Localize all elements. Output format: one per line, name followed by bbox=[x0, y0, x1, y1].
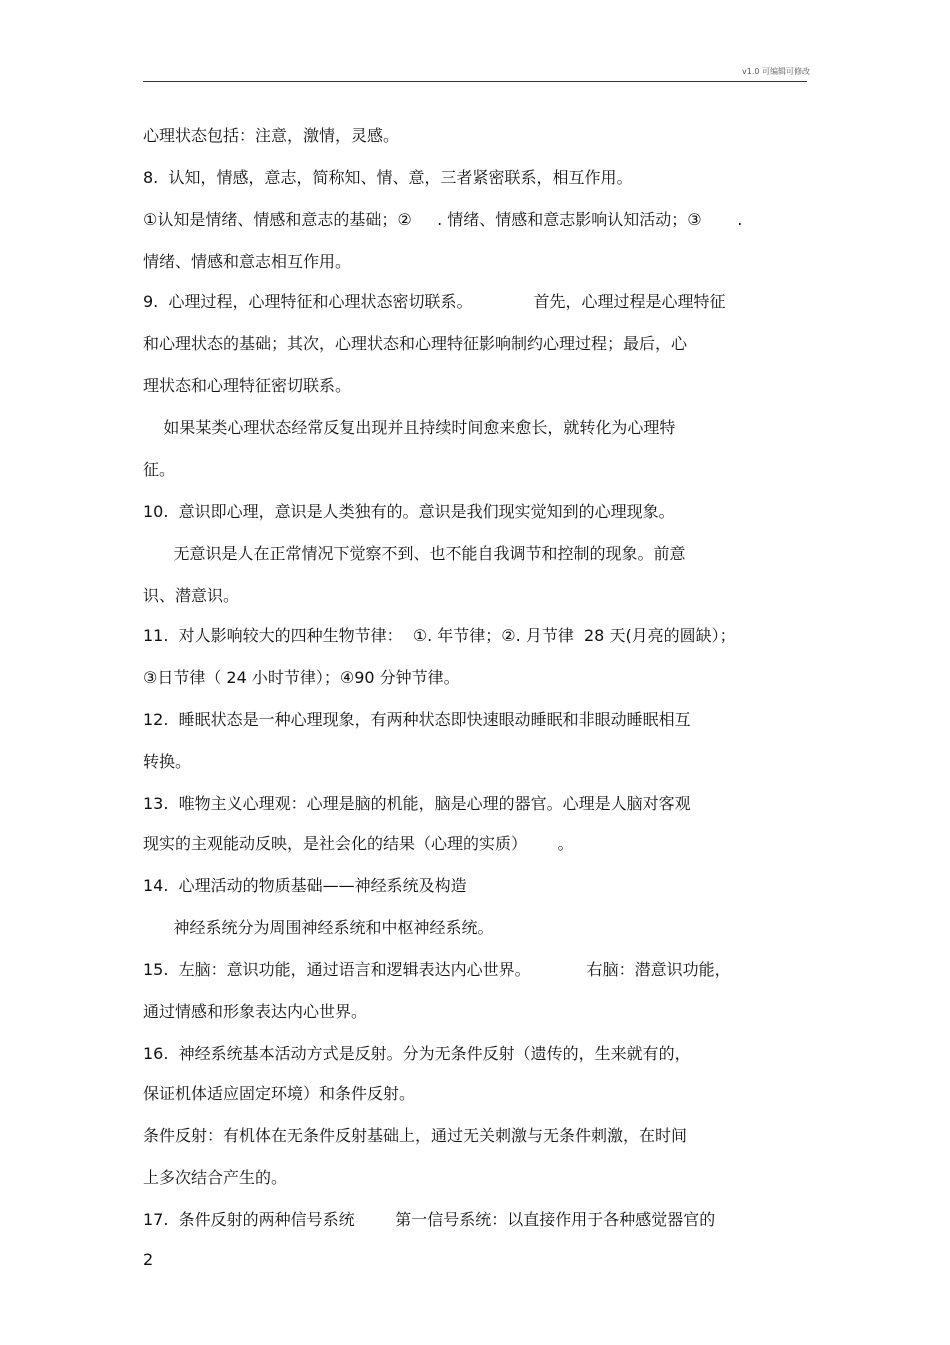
text-line: 现实的主观能动反映，是社会化的结果（心理的实质） 。 bbox=[143, 834, 574, 853]
text-line: 情绪、情感和意志相互作用。 bbox=[143, 252, 352, 271]
text-line: 转换。 bbox=[143, 752, 192, 771]
text-line: 12. 睡眠状态是一种心理现象，有两种状态即快速眼动睡眠和非眼动睡眠相互 bbox=[143, 710, 691, 729]
text-line: 11. 对人影响较大的四种生物节律： ①. 年节律；②. 月节律 28 天(月亮的圆缺）； bbox=[143, 626, 736, 645]
text-line: 心理状态包括：注意，激情，灵感。 bbox=[143, 126, 400, 145]
header-version-label: v1.0 可编辑可修改 bbox=[742, 67, 810, 76]
text-line: 和心理状态的基础；其次，心理状态和心理特征影响制约心理过程；最后，心 bbox=[143, 334, 688, 353]
text-line: 识、潜意识。 bbox=[143, 586, 240, 605]
text-line: ③日节律（ 24 小时节律）；④90 分钟节律。 bbox=[143, 668, 460, 687]
text-line: 14. 心理活动的物质基础——神经系统及构造 bbox=[143, 876, 467, 895]
text-line: 神经系统分为周围神经系统和中枢神经系统。 bbox=[143, 918, 494, 937]
text-line: 9. 心理过程，心理特征和心理状态密切联系。 首先，心理过程是心理特征 bbox=[143, 292, 726, 311]
text-line: 保证机体适应固定环境）和条件反射。 bbox=[143, 1084, 416, 1103]
text-line: 10. 意识即心理，意识是人类独有的。意识是我们现实觉知到的心理现象。 bbox=[143, 502, 675, 521]
text-line: 无意识是人在正常情况下觉察不到、也不能自我调节和控制的现象。前意 bbox=[143, 544, 686, 563]
text-line: 条件反射：有机体在无条件反射基础上，通过无关刺激与无条件刺激，在时间 bbox=[143, 1126, 688, 1145]
text-line: 8. 认知，情感，意志，简称知、情、意，三者紧密联系，相互作用。 bbox=[143, 168, 633, 187]
text-line: 上多次结合产生的。 bbox=[143, 1168, 288, 1187]
text-line: 15. 左脑：意识功能，通过语言和逻辑表达内心世界。 右脑：潜意识功能， bbox=[143, 960, 731, 979]
header-divider bbox=[143, 81, 807, 82]
text-line: 13. 唯物主义心理观：心理是脑的机能，脑是心理的器官。心理是人脑对客观 bbox=[143, 794, 691, 813]
page-number: 2 bbox=[143, 1250, 154, 1269]
text-line: 征。 bbox=[143, 460, 176, 479]
text-line: 通过情感和形象表达内心世界。 bbox=[143, 1002, 368, 1021]
text-line: 如果某类心理状态经常反复出现并且持续时间愈来愈长，就转化为心理特 bbox=[143, 418, 676, 437]
text-line: 16. 神经系统基本活动方式是反射。分为无条件反射（遗传的，生来就有的， bbox=[143, 1044, 691, 1063]
text-line: 理状态和心理特征密切联系。 bbox=[143, 376, 352, 395]
text-line: ①认知是情绪、情感和意志的基础；② . 情绪、情感和意志影响认知活动；③ . bbox=[143, 210, 743, 229]
text-line: 17. 条件反射的两种信号系统 第一信号系统：以直接作用于各种感觉器官的 bbox=[143, 1210, 716, 1229]
